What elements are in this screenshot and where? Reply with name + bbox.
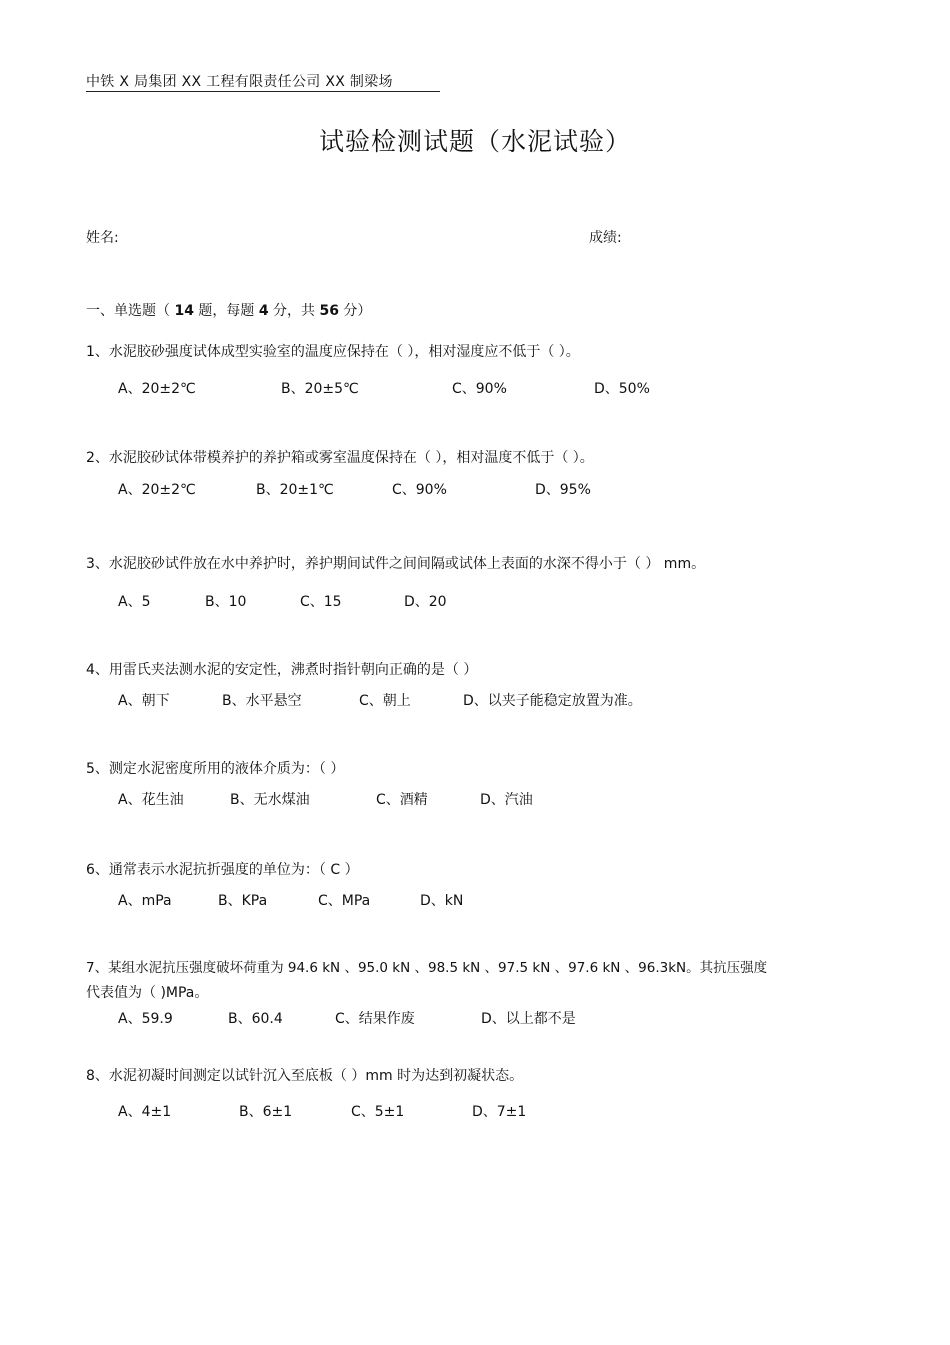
document-header: 中铁 X 局集团 XX 工程有限责任公司 XX 制梁场: [86, 74, 393, 90]
question-5-option-c: C、酒精: [376, 792, 428, 808]
question-5-option-d: D、汽油: [480, 792, 533, 808]
question-8-option-b: B、6±1: [239, 1104, 293, 1120]
question-5-option-a: A、花生油: [118, 792, 184, 808]
question-2-option-c: C、90%: [392, 482, 447, 498]
question-4-option-a: A、朝下: [118, 693, 170, 709]
question-2-option-d: D、95%: [535, 482, 591, 498]
question-3-option-a: A、5: [118, 594, 151, 610]
question-1-option-d: D、50%: [594, 381, 650, 397]
question-2-option-b: B、20±1℃: [256, 482, 334, 498]
header-underline: [86, 91, 440, 92]
section-suffix: 分）: [338, 303, 372, 319]
section-heading: [86, 300, 371, 320]
question-1-option-a: A、20±2℃: [118, 381, 196, 397]
question-4-stem: 4、用雷氏夹法测水泥的安定性，沸煮时指针朝向正确的是（ ）: [86, 662, 478, 678]
question-4-option-b: B、水平悬空: [222, 693, 302, 709]
question-8-option-a: A、4±1: [118, 1104, 172, 1120]
question-7-option-c: C、结果作废: [335, 1011, 415, 1027]
question-4-option-d: D、以夹子能稳定放置为准。: [463, 693, 642, 709]
question-1-option-b: B、20±5℃: [281, 381, 359, 397]
question-3-option-b: B、10: [205, 594, 247, 610]
question-7-option-b: B、60.4: [228, 1011, 283, 1027]
question-2-stem: 2、水泥胶砂试体带模养护的养护箱或雾室温度保持在（ ），相对温度不低于（ ）。: [86, 450, 594, 466]
question-2-option-a: A、20±2℃: [118, 482, 196, 498]
question-6-option-d: D、kN: [420, 893, 464, 909]
question-8-option-c: C、5±1: [351, 1104, 405, 1120]
question-8-stem: 8、水泥初凝时间测定以试针沉入至底板（ ）mm 时为达到初凝状态。: [86, 1068, 524, 1084]
question-7-stem: 7、某组水泥抗压强度破坏荷重为 94.6 kN 、95.0 kN 、98.5 kN 、97.5 kN 、97.6 kN 、96.3kN。其抗压强度: [86, 960, 768, 976]
question-7-option-d: D、以上都不是: [481, 1011, 576, 1027]
section-prefix: 一、单选题（: [86, 303, 175, 319]
points-total: 56: [319, 303, 339, 319]
question-5-stem: 5、测定水泥密度所用的液体介质为：（ ）: [86, 761, 345, 777]
question-7-option-a: A、59.9: [118, 1011, 173, 1027]
name-label: 姓名:: [86, 230, 119, 246]
question-count: 14: [174, 303, 194, 319]
question-8-option-d: D、7±1: [472, 1104, 527, 1120]
question-3-stem: 3、水泥胶砂试件放在水中养护时，养护期间试件之间间隔或试体上表面的水深不得小于（ ） mm。: [86, 556, 706, 572]
question-3-option-d: D、20: [404, 594, 447, 610]
question-1-stem: 1、水泥胶砂强度试体成型实验室的温度应保持在（ ），相对湿度应不低于（ ）。: [86, 344, 580, 360]
points-each: 4: [258, 303, 269, 319]
question-4-option-c: C、朝上: [359, 693, 411, 709]
question-6-option-b: B、KPa: [218, 893, 268, 909]
section-mid1: 题，每题: [193, 303, 259, 319]
question-1-option-c: C、90%: [452, 381, 507, 397]
question-7-stem-continued: 代表值为（ )MPa。: [86, 985, 209, 1001]
score-label: 成绩:: [589, 230, 622, 246]
section-mid2: 分，共: [268, 303, 320, 319]
page-title: 试验检测试题（水泥试验）: [318, 127, 631, 156]
question-5-option-b: B、无水煤油: [230, 792, 310, 808]
question-6-option-c: C、MPa: [318, 893, 371, 909]
question-3-option-c: C、15: [300, 594, 342, 610]
question-6-option-a: A、mPa: [118, 893, 172, 909]
question-6-stem: 6、通常表示水泥抗折强度的单位为：（ C ）: [86, 862, 359, 878]
